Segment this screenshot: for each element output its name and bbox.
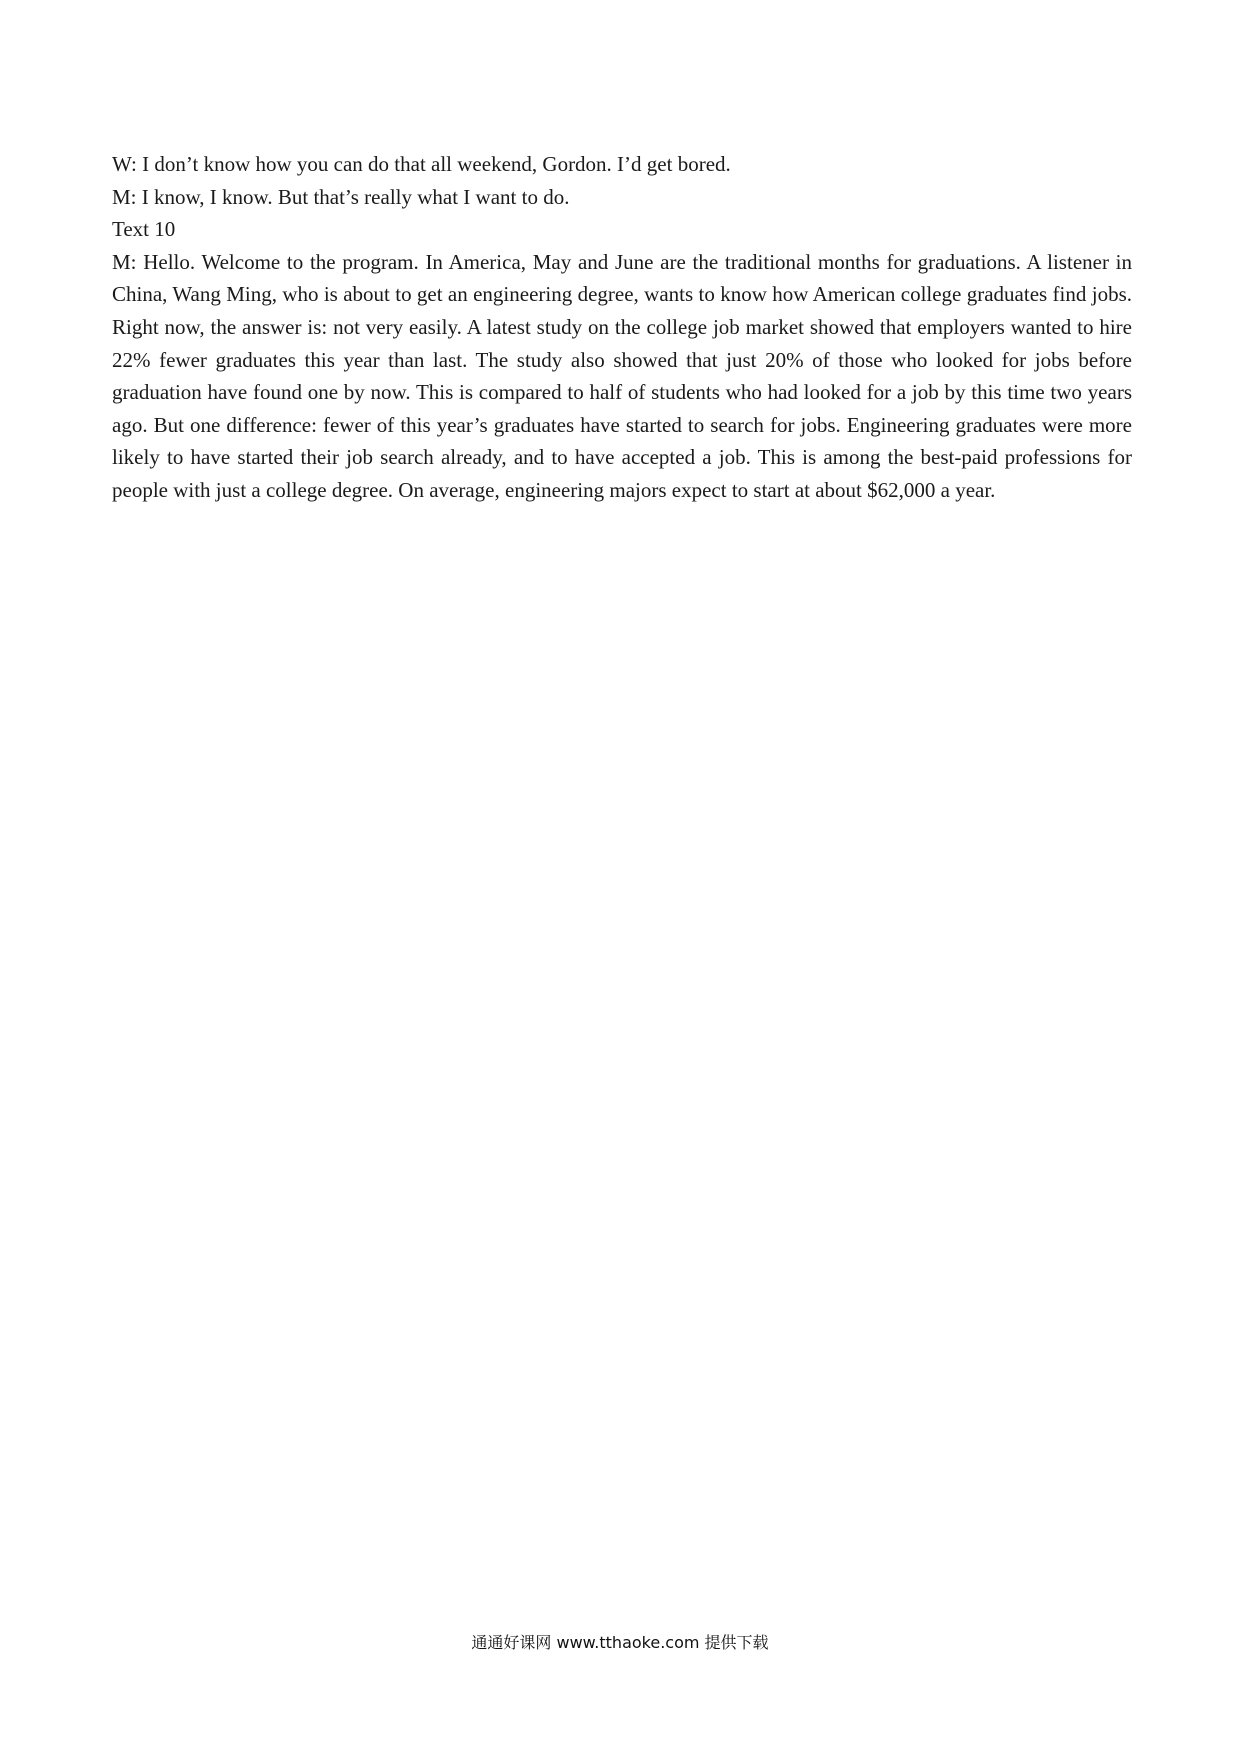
dialogue-line-man: M: I know, I know. But that’s really what I want to do.	[112, 184, 570, 209]
dialogue-line-woman: W: I don’t know how you can do that all weekend, Gordon. I’d get bored.	[112, 152, 731, 176]
section-heading-text-10: Text 10	[112, 217, 176, 242]
document-body	[112, 148, 1132, 507]
page-footer: 通通好课网 www.tthaoke.com 提供下载	[471, 1633, 769, 1652]
monologue-paragraph: M: Hello. Welcome to the program. In America, May and June are the traditional months for graduations. A listener in China, Wang Ming, who is about to get an engineering degree, wants to know how American college graduates find jobs. Right now, the answer is: not very easily. A latest study on the college job market showed that employers wanted to hire 22% fewer graduates this year than last. The study also showed that just 20% of those who looked for jobs before graduation have found one by now. This is compared to half of students who had looked for a job by this time two years ago. But one difference: fewer of this year’s graduates have started to search for jobs. Engineering graduates were more likely to have started their job search already, and to have accepted a job. This is among the best-paid professions for people with just a college degree. On average, engineering majors expect to start at about $62,000 a year.	[112, 249, 1132, 502]
